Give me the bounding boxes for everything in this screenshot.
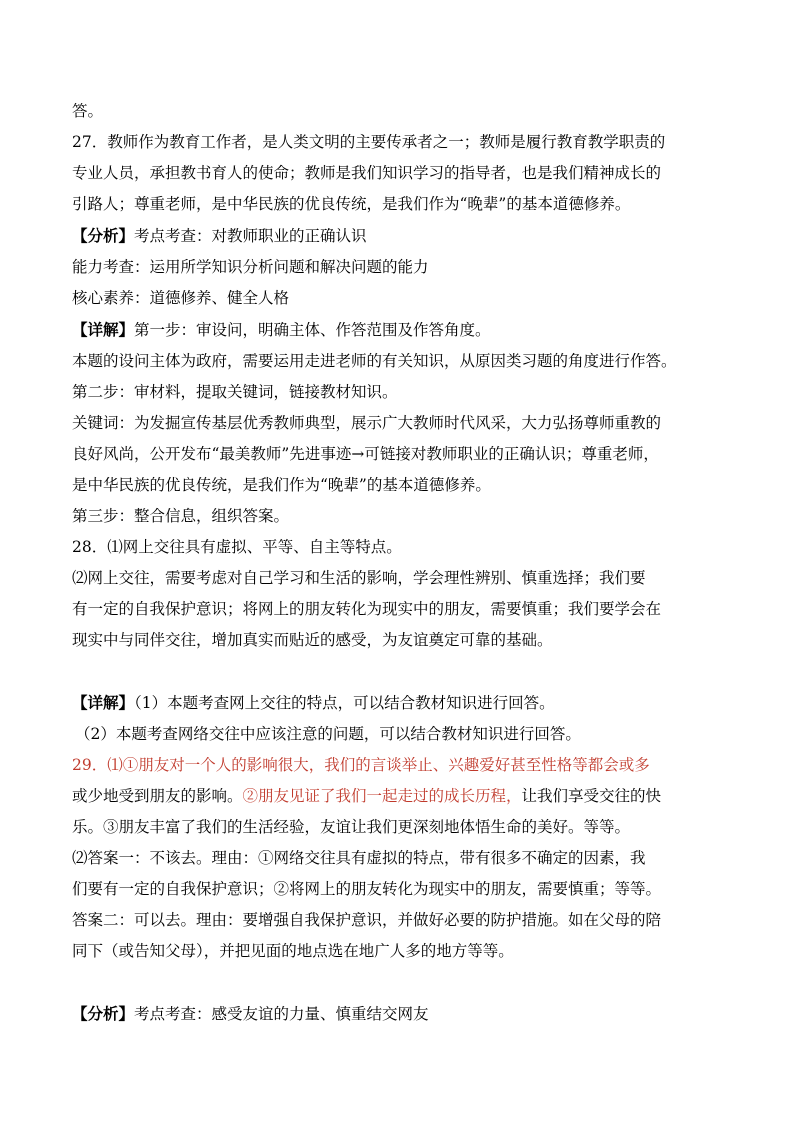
- text-line-mixed: [72, 781, 722, 812]
- detail-q27: [72, 314, 722, 346]
- detail-q28: [72, 687, 722, 719]
- document-page: [72, 96, 722, 1030]
- analysis-q27: [72, 220, 722, 252]
- paragraph-q29-answer: [72, 750, 722, 967]
- detail-tag: 【详解】: [72, 320, 135, 339]
- detail-text: （1）本题考查网上交往的特点，可以结合教材知识进行回答。: [134, 694, 555, 712]
- text-line: 本题的设问主体为政府，需要运用走进老师的有关知识，从原因类习题的角度进行作答。: [72, 352, 677, 370]
- text-line: 引路人；尊重老师，是中华民族的优良传统，是我们作为“晚辈”的基本道德修养。: [72, 195, 631, 213]
- text-line: 同下（或告知父母），并把见面的地点选在地广人多的地方等等。: [72, 942, 514, 960]
- text-line: 专业人员，承担教书育人的使命；教师是我们知识学习的指导者，也是我们精神成长的: [72, 164, 662, 182]
- text-line: 核心素养：道德修养、健全人格: [72, 289, 290, 307]
- detail-text: 第一步：审设问，明确主体、作答范围及作答角度。: [134, 321, 491, 339]
- text-line: （2）本题考查网络交往中应该注意的问题，可以结合教材知识进行回答。: [75, 725, 581, 743]
- text-line: 能力考查：运用所学知识分析问题和解决问题的能力: [72, 258, 429, 276]
- text-line: ⑵答案一：不该去。理由：①网络交往具有虚拟的特点，带有很多不确定的因素，我: [72, 849, 646, 867]
- text-span: 让我们享受交往的快: [521, 787, 662, 805]
- text-line: 们要有一定的自我保护意识；②将网上的朋友转化为现实中的朋友，需要慎重；等等。: [72, 880, 662, 898]
- text-line: 是中华民族的优良传统，是我们作为“晚辈”的基本道德修养。: [72, 476, 491, 494]
- paragraph-q27-answer: [72, 96, 722, 220]
- text-line: 第二步：审材料，提取关键词，链接教材知识。: [72, 383, 398, 401]
- blank-line: [72, 967, 722, 998]
- text-line: 答。: [72, 102, 104, 120]
- text-line: 现实中与同伴交往，增加真实而贴近的感受，为友谊奠定可靠的基础。: [72, 631, 553, 649]
- text-line: 28．⑴网上交往具有虚拟、平等、自主等特点。: [72, 538, 402, 556]
- text-line: 乐。③朋友丰富了我们的生活经验，友谊让我们更深刻地体悟生命的美好。等等。: [72, 818, 631, 836]
- text-line: 有一定的自我保护意识；将网上的朋友转化为现实中的朋友，需要慎重；我们要学会在: [72, 600, 662, 618]
- blank-line: [72, 656, 722, 687]
- text-line: 答案二：可以去。理由：要增强自我保护意识，并做好必要的防护措施。如在父母的陪: [72, 911, 662, 929]
- analysis-text: 考点考查：对教师职业的正确认识: [134, 227, 367, 245]
- text-span-highlighted: ②朋友见证了我们一起走过的成长历程，: [242, 787, 522, 805]
- text-line-highlighted: 29．⑴①朋友对一个人的影响很大，我们的言谈举止、兴趣爱好甚至性格等都会或多: [72, 756, 650, 774]
- paragraph-q27-detail-steps: [72, 346, 722, 656]
- analysis-tag: 【分析】: [72, 1004, 135, 1023]
- text-line: 良好风尚，公开发布“最美教师”先进事迹→可链接对教师职业的正确认识；尊重老师，: [72, 445, 659, 463]
- analysis-tag: 【分析】: [72, 226, 135, 245]
- text-span: 或少地受到朋友的影响。: [72, 787, 243, 805]
- text-line: 第三步：整合信息，组织答案。: [72, 507, 290, 525]
- analysis-text: 考点考查：感受友谊的力量、慎重结交网友: [134, 1005, 429, 1023]
- detail-tag: 【详解】: [72, 693, 135, 712]
- text-line: ⑵网上交往，需要考虑对自己学习和生活的影响，学会理性辨别、慎重选择；我们要: [72, 569, 646, 587]
- analysis-q29: [72, 998, 722, 1030]
- text-line: 关键词：为发掘宣传基层优秀教师典型，展示广大教师时代风采，大力弘扬尊师重教的: [72, 414, 662, 432]
- text-line: 27．教师作为教育工作者，是人类文明的主要传承者之一；教师是履行教育教学职责的: [72, 133, 666, 151]
